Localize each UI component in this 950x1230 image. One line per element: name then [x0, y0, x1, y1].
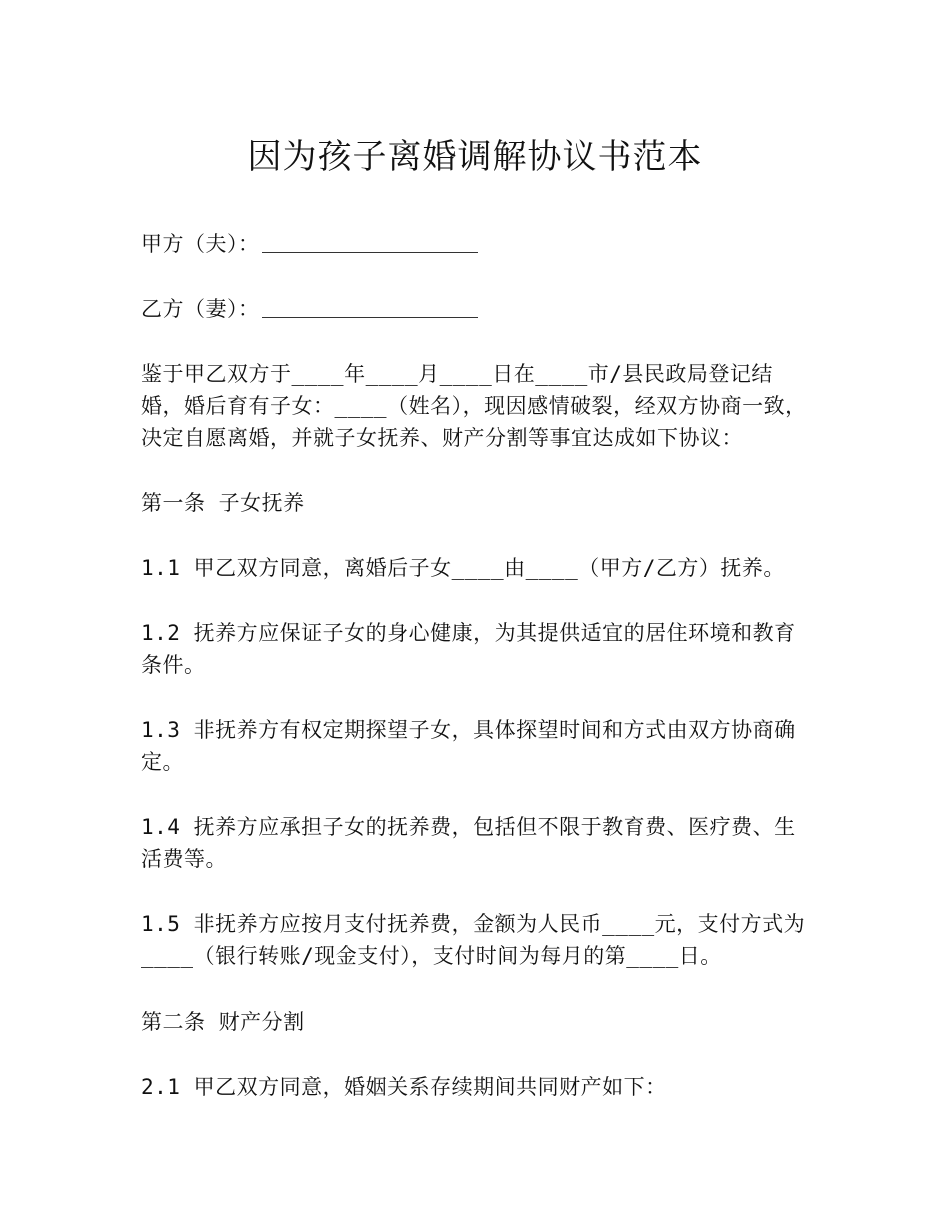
clause-1-3: 1.3 非抚养方有权定期探望子女，具体探望时间和方式由双方协商确定。 — [141, 718, 796, 774]
clause-1-2: 1.2 抚养方应保证子女的身心健康，为其提供适宜的居住环境和教育条件。 — [141, 621, 796, 677]
preamble-paragraph: 鉴于甲乙双方于____年____月____日在____市/县民政局登记结婚，婚后育有子女：____（姓名），现因感情破裂，经双方协商一致，决定自愿离婚，并就子女抚养、财产分割等事宜达成如下协议： — [141, 362, 807, 450]
party-b-line — [141, 293, 811, 325]
clause-1-5: 1.5 非抚养方应按月支付抚养费，金额为人民币____元，支付方式为____（银行转账/现金支付），支付时间为每月的第____日。 — [141, 912, 806, 968]
party-a-line — [141, 228, 811, 260]
party-b-label: 乙方（妻）： — [141, 297, 260, 321]
article-2-heading: 第二条 财产分割 — [141, 1010, 305, 1034]
party-a-label: 甲方（夫）： — [141, 232, 260, 256]
clause-2-1: 2.1 甲乙双方同意，婚姻关系存续期间共同财产如下： — [141, 1075, 667, 1099]
article-1-heading: 第一条 子女抚养 — [141, 491, 305, 515]
clause-1-4: 1.4 抚养方应承担子女的抚养费，包括但不限于教育费、医疗费、生活费等。 — [141, 815, 796, 871]
clause-1-1: 1.1 甲乙双方同意，离婚后子女____由____（甲方/乙方）抚养。 — [141, 556, 785, 580]
party-b-blank-field[interactable] — [262, 297, 478, 318]
party-a-blank-field[interactable] — [262, 232, 478, 253]
document-title: 因为孩子离婚调解协议书范本 — [247, 137, 703, 177]
